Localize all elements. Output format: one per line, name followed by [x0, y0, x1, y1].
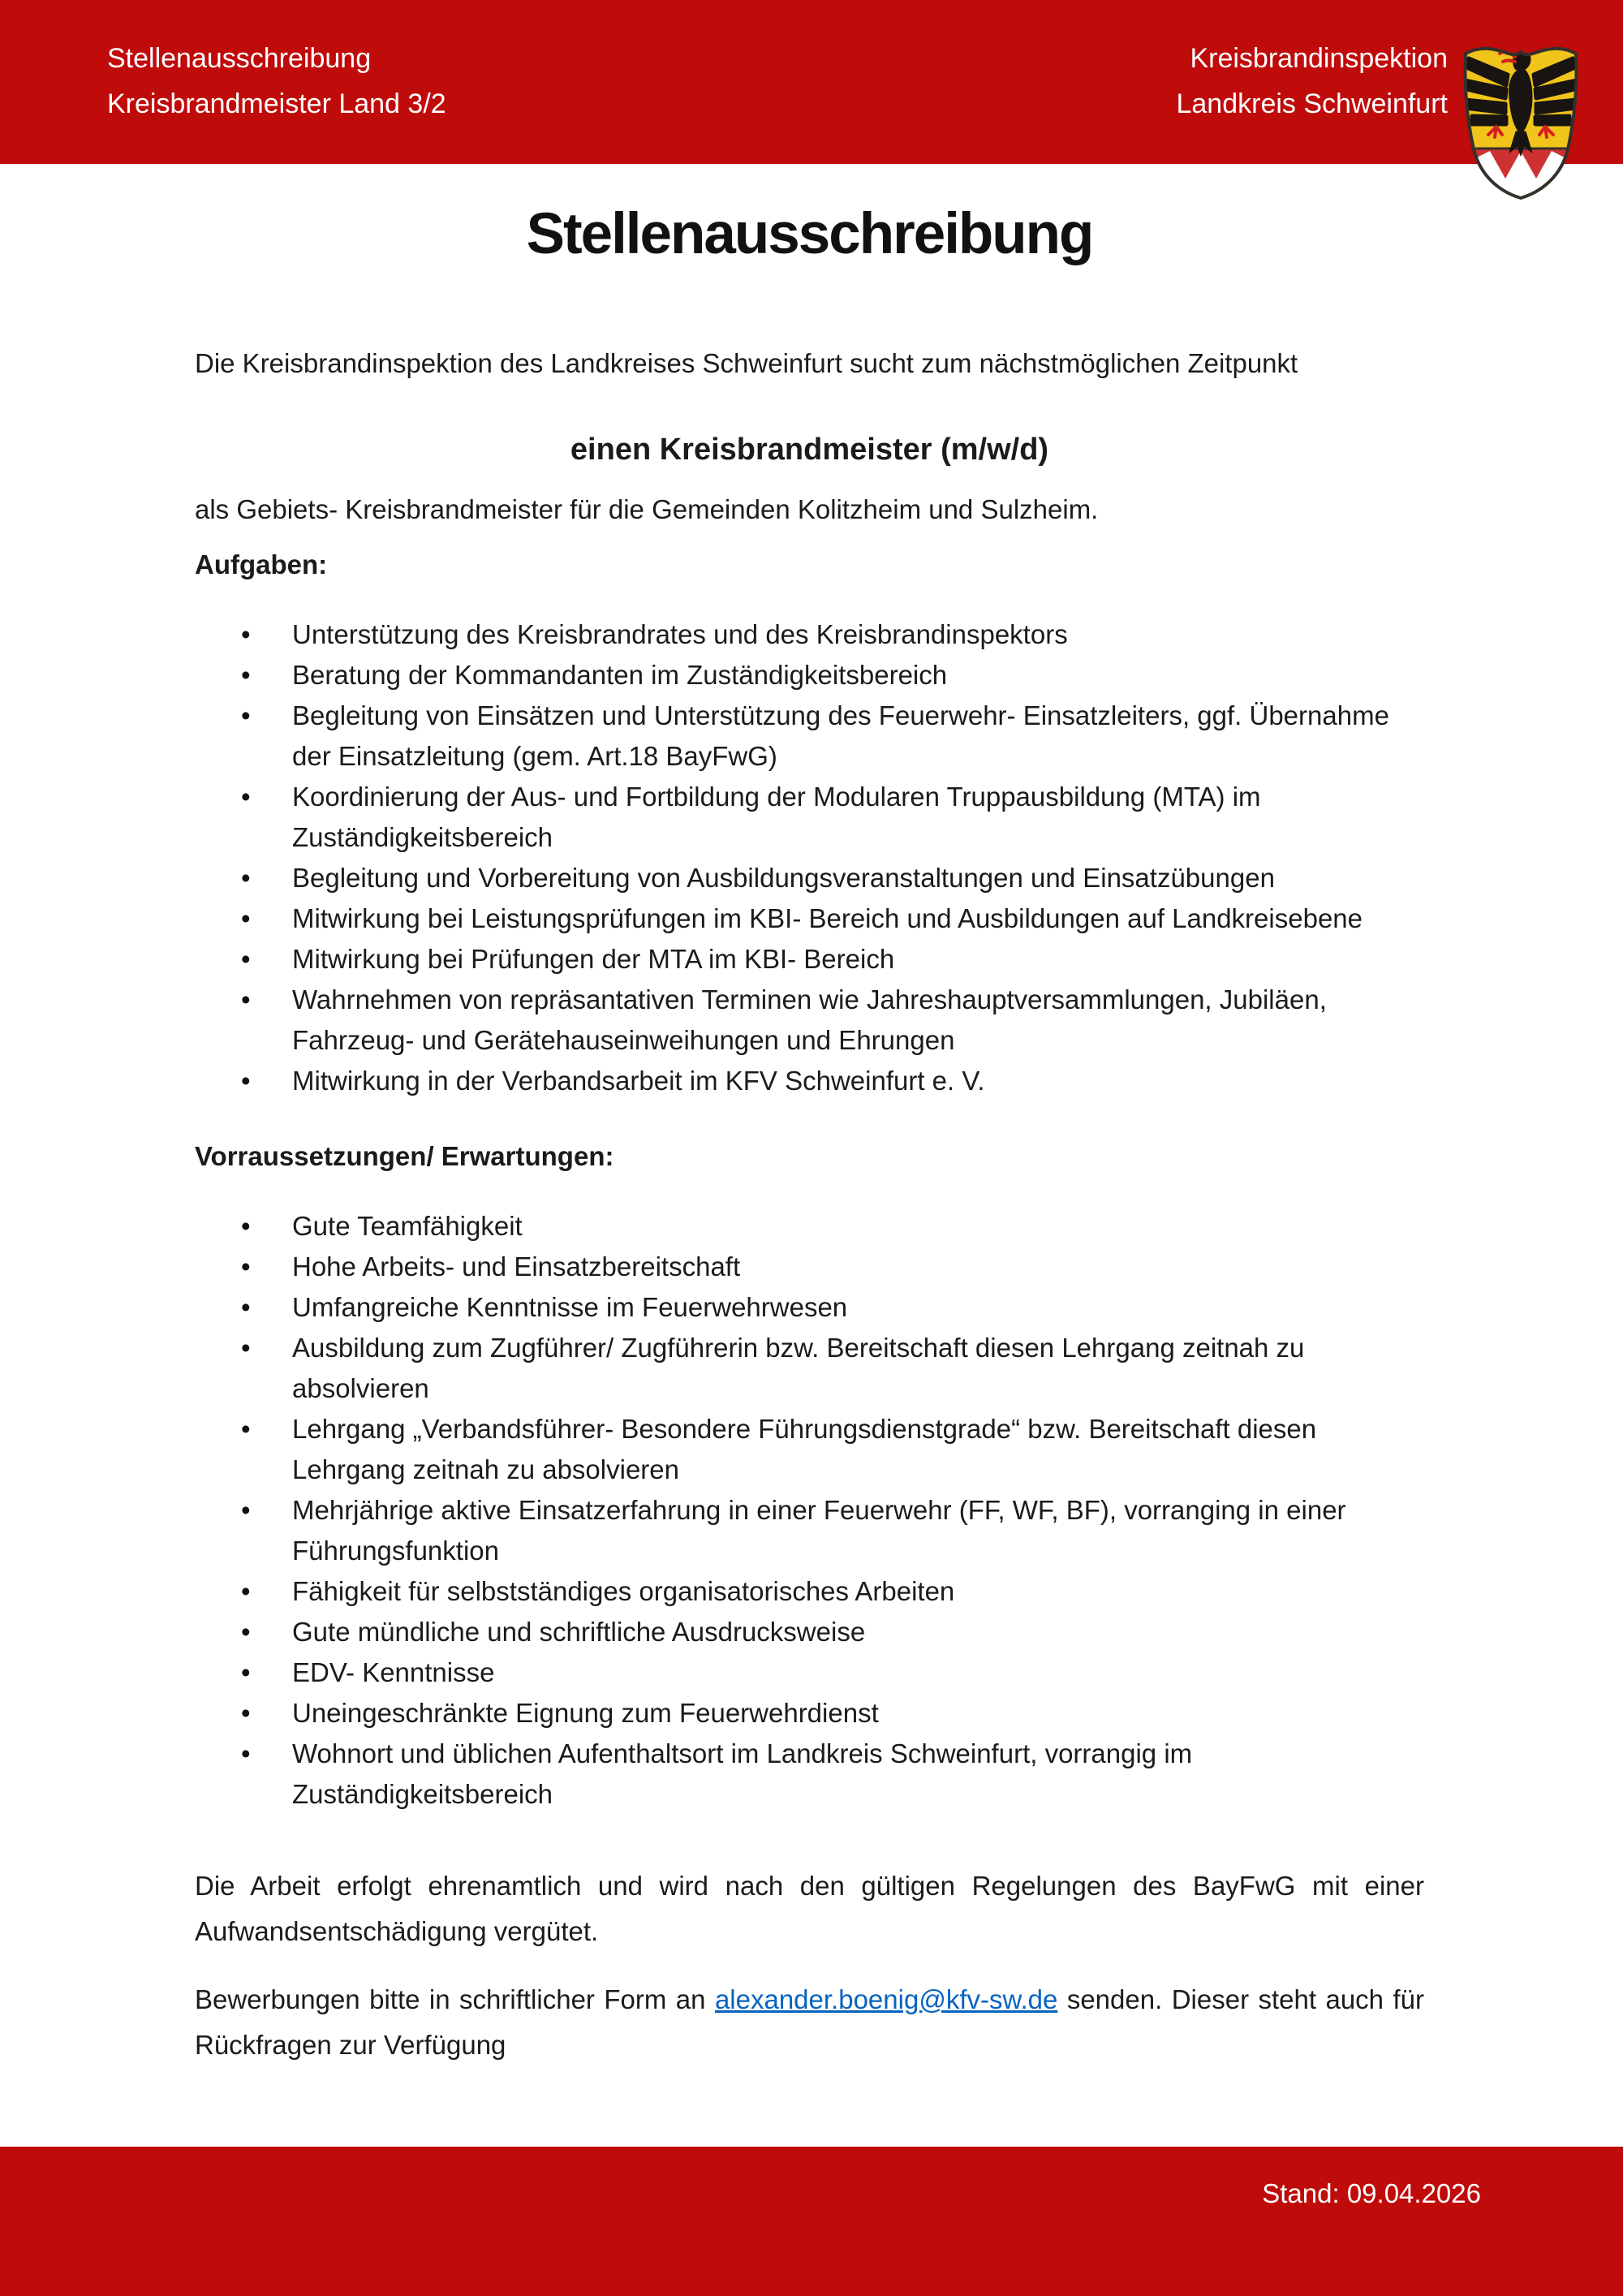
footer-date: Stand: 09.04.2026 [1262, 2178, 1481, 2208]
section-heading-aufgaben: Aufgaben: [195, 549, 328, 579]
header-right-district: Landkreis Schweinfurt [1176, 88, 1448, 119]
list-item: • Beratung der Kommandanten im Zuständigkeitsbereich [195, 655, 1424, 696]
header-left-title: Stellenausschreibung [107, 43, 372, 74]
area-line: als Gebiets- Kreisbrandmeister für die Gemeinden Kolitzheim und Sulzheim. [195, 494, 1099, 524]
list-item: • Gute mündliche und schriftliche Ausdrucksweise [195, 1612, 1424, 1652]
header-right-block [1176, 36, 1448, 127]
list-item: • Mitwirkung in der Verbandsarbeit im KFV Schweinfurt e. V. [195, 1061, 1424, 1101]
application-paragraph [195, 1977, 1424, 2068]
list-item: • Mehrjährige aktive Einsatzerfahrung in einer Feuerwehr (FF, WF, BF), vorranging in einer Führungsfunktion [195, 1490, 1424, 1571]
remuneration-paragraph: Die Arbeit erfolgt ehrenamtlich und wird nach den gültigen Regelungen des BayFwG mit einer Aufwandsentschädigung vergütet. [195, 1871, 1424, 1946]
header-left-subtitle: Kreisbrandmeister Land 3/2 [107, 88, 446, 119]
list-item: • Hohe Arbeits- und Einsatzbereitschaft [195, 1247, 1424, 1287]
header-left-block [107, 36, 446, 127]
position-title: einen Kreisbrandmeister (m/w/d) [570, 433, 1049, 467]
list-item: • Mitwirkung bei Leistungsprüfungen im KBI- Bereich und Ausbildungen auf Landkreisebene [195, 898, 1424, 939]
list-item: • Begleitung und Vorbereitung von Ausbildungsveranstaltungen und Einsatzübungen [195, 858, 1424, 898]
list-item: • Mitwirkung bei Prüfungen der MTA im KBI- Bereich [195, 939, 1424, 980]
application-text-before: Bewerbungen bitte in schriftlicher Form an [195, 1984, 715, 2014]
crest-franconian-points [1462, 151, 1579, 201]
list-item: • Koordinierung der Aus- und Fortbildung der Modularen Truppausbildung (MTA) im Zuständigkeitsbereich [195, 777, 1424, 858]
section-heading-voraussetzungen: Vorraussetzungen/ Erwartungen: [195, 1141, 614, 1171]
list-item: • Fähigkeit für selbstständiges organisatorisches Arbeiten [195, 1571, 1424, 1612]
requirements-list [195, 1206, 1424, 1815]
tasks-list [195, 614, 1424, 1101]
header-bar [0, 0, 1623, 164]
application-text-after: senden. Dieser steht auch für Rückfragen zur Verfügung [195, 1984, 1424, 2060]
coat-of-arms-icon [1459, 42, 1582, 201]
page-title: Stellenausschreibung [526, 202, 1093, 266]
list-item: • Umfangreiche Kenntnisse im Feuerwehrwesen [195, 1287, 1424, 1328]
document-body [0, 203, 1623, 2068]
list-item: • Uneingeschränkte Eignung zum Feuerwehrdienst [195, 1693, 1424, 1734]
list-item: • Wohnort und üblichen Aufenthaltsort im Landkreis Schweinfurt, vorrangig im Zuständigkeitsbereich [195, 1734, 1424, 1815]
list-item: • Ausbildung zum Zugführer/ Zugführerin bzw. Bereitschaft diesen Lehrgang zeitnah zu absolvieren [195, 1328, 1424, 1409]
list-item: • Unterstützung des Kreisbrandrates und des Kreisbrandinspektors [195, 614, 1424, 655]
intro-paragraph: Die Kreisbrandinspektion des Landkreises Schweinfurt sucht zum nächstmöglichen Zeitpunkt [195, 348, 1298, 378]
list-item: • Begleitung von Einsätzen und Unterstützung des Feuerwehr- Einsatzleiters, ggf. Übernahme der Einsatzleitung (gem. Art.18 BayFwG) [195, 696, 1424, 777]
header-right-org: Kreisbrandinspektion [1190, 43, 1448, 74]
list-item: • Lehrgang „Verbandsführer- Besondere Führungsdienstgrade“ bzw. Bereitschaft diesen Lehrgang zeitnah zu absolvieren [195, 1409, 1424, 1490]
list-item: • Gute Teamfähigkeit [195, 1206, 1424, 1247]
list-item: • Wahrnehmen von repräsantativen Terminen wie Jahreshauptversammlungen, Jubiläen, Fahrzeug- und Gerätehauseinweihungen und Ehrungen [195, 980, 1424, 1061]
footer-bar [0, 2147, 1623, 2296]
list-item: • EDV- Kenntnisse [195, 1652, 1424, 1693]
email-link[interactable]: alexander.boenig@kfv-sw.de [714, 1984, 1058, 2014]
